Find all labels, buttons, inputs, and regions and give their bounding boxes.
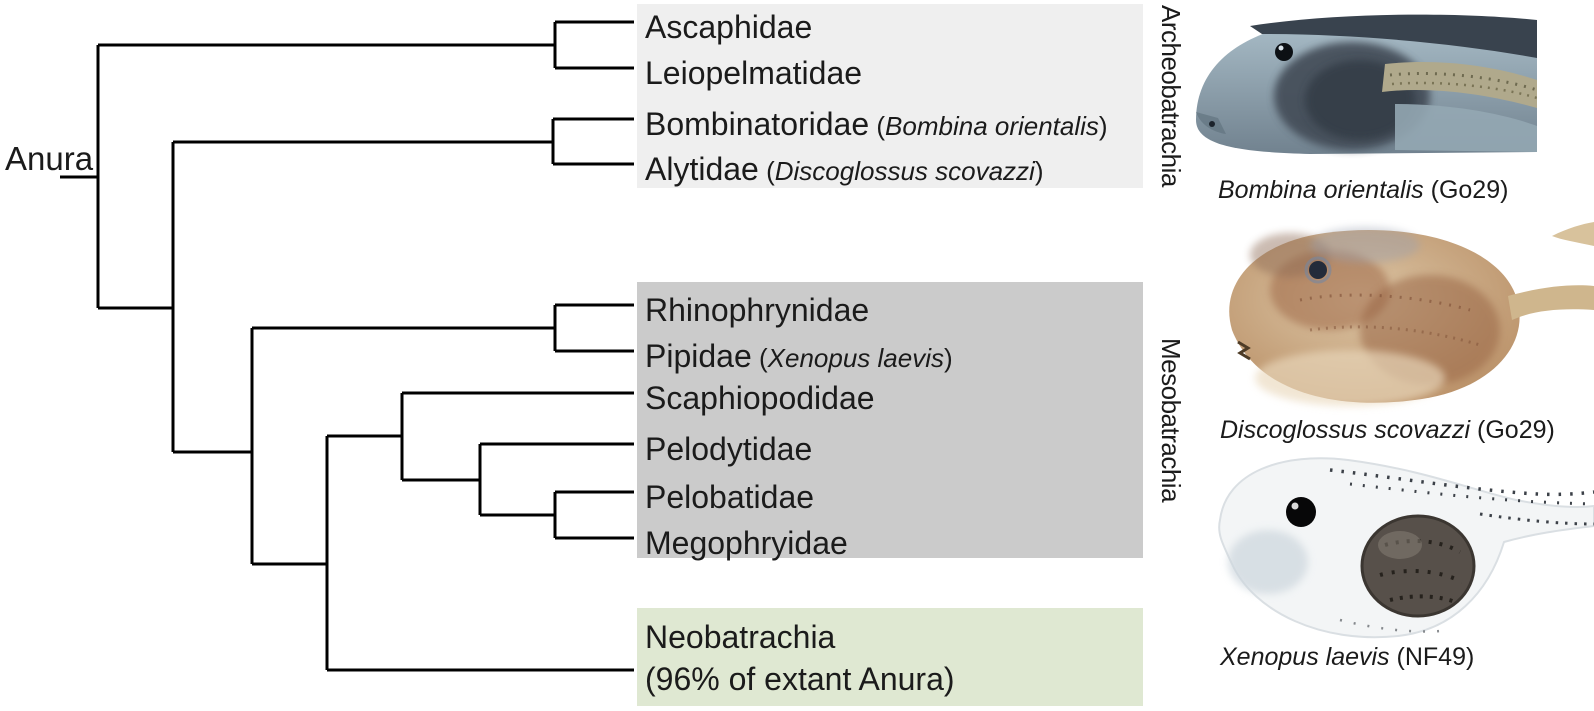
family-name: Rhinophrynidae — [645, 292, 870, 328]
group-label-archeobatrachia: Archeobatrachia — [1156, 5, 1186, 187]
caption-species: Discoglossus scovazzi — [1220, 416, 1471, 444]
species-name: Bombina orientalis — [885, 111, 1099, 141]
family-name: Alytidae — [645, 151, 759, 187]
neobatrachia-label-line1: Neobatrachia — [645, 619, 836, 655]
tree-tip-label: Bombinatoridae (Bombina orientalis) — [645, 106, 1108, 142]
family-name: Megophryidae — [645, 525, 848, 561]
caption-stage: (Go29) — [1470, 416, 1555, 444]
family-name: Pipidae — [645, 338, 752, 374]
caption-stage: (NF49) — [1389, 643, 1475, 671]
family-name: Bombinatoridae — [645, 106, 870, 142]
caption-species: Bombina orientalis — [1218, 176, 1424, 204]
tree-tip-label: Alytidae (Discoglossus scovazzi) — [645, 151, 1044, 187]
bombina-orientalis-photo — [1196, 15, 1537, 154]
caption-species: Xenopus laevis — [1220, 643, 1390, 671]
photo-caption — [1218, 175, 1508, 205]
caption-stage: (Go29) — [1423, 176, 1509, 204]
family-name: Pelodytidae — [645, 431, 813, 467]
discoglossus-scovazzi-photo — [1229, 222, 1594, 406]
family-name: Leiopelmatidae — [645, 55, 863, 91]
root-label-anura: Anura — [5, 140, 94, 177]
group-label-mesobatrachia: Mesobatrachia — [1156, 337, 1186, 503]
species-name: Discoglossus scovazzi — [774, 156, 1035, 186]
neobatrachia-label-line2: (96% of extant Anura) — [645, 661, 955, 697]
photo-caption — [1220, 642, 1474, 672]
family-name: Ascaphidae — [645, 9, 813, 45]
photo-caption — [1220, 415, 1555, 445]
tree-tip-label: Pipidae (Xenopus laevis) — [645, 338, 953, 374]
family-name: Pelobatidae — [645, 479, 815, 515]
xenopus-laevis-photo — [1219, 458, 1594, 637]
species-name: Xenopus laevis — [767, 343, 944, 373]
family-name: Scaphiopodidae — [645, 380, 875, 416]
